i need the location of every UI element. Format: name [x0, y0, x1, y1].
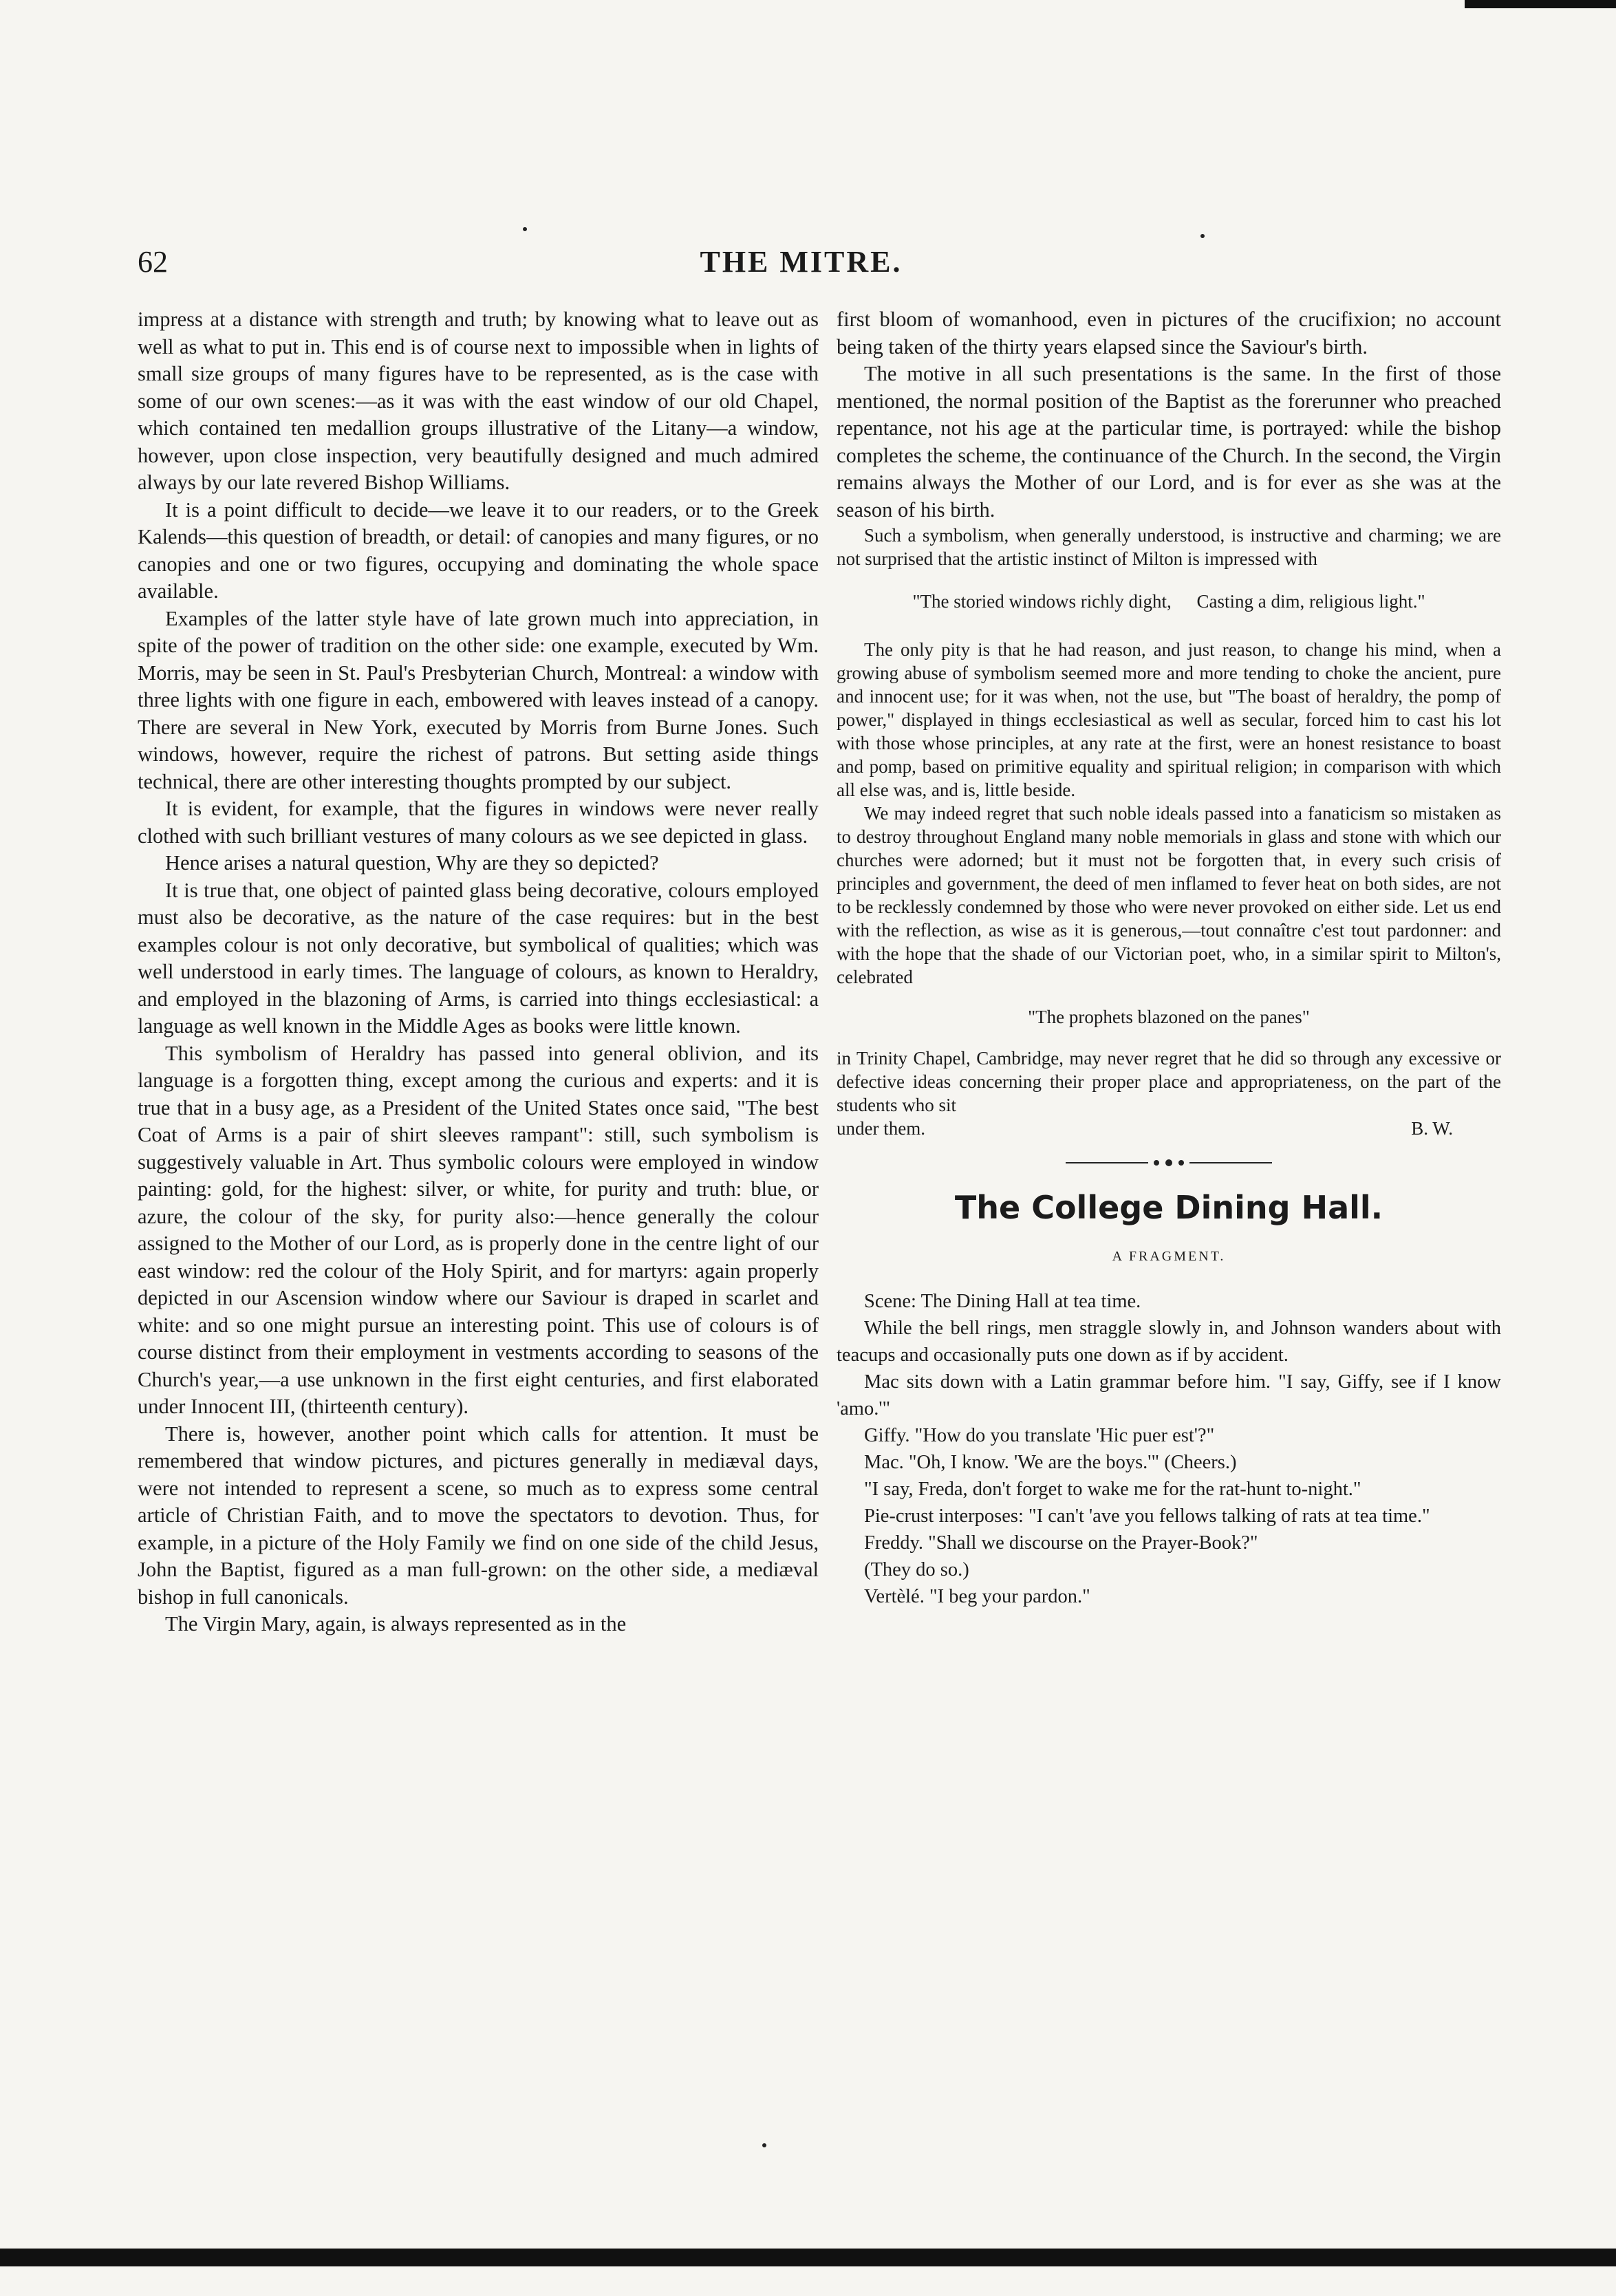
- author-signature: B. W.: [1411, 1117, 1453, 1139]
- dialogue-line: Freddy. "Shall we discourse on the Prayer-Book?": [864, 1532, 1258, 1554]
- small-print-section: [837, 524, 1501, 570]
- dialogue-line: Scene: The Dining Hall at tea time.: [864, 1291, 1141, 1312]
- small-print-section: [837, 638, 1501, 1140]
- page-header: [138, 244, 1465, 286]
- paragraph: The only pity is that he had reason, and just reason, to change his mind, when a growing abuse of symbolism seemed more and more tending to choke the ancient, pure and innocent use; for it was when, not the use, but "The boast of heraldry, the pomp of power," displayed in things ecclesiastical as well as secular, forced him to cast his lot with those whose principles, at any rate at the first, were an honest resistance to boast and pomp, based on primitive equality and spiritual religion; in comparison with which all else was, and is, little beside.: [837, 639, 1501, 800]
- paragraph: It is evident, for example, that the figures in windows were never really clothed with such brilliant vestures of many colours as we see depicted in glass.: [138, 797, 819, 848]
- verse-line: "The storied windows richly dight,: [912, 591, 1172, 612]
- right-column: [837, 306, 1501, 1610]
- paragraph: It is true that, one object of painted glass being decorative, colours employed must also be decorative, as the nature of the case requires: but in the best examples colour is not only decorative, but symbolical of qualities; which was well understood in early times. The language of colours, as known to Heraldry, and employed in the blazoning of Arms, is carried into things ecclesiastical: a language as well known in the Middle Ages as books were little known.: [138, 878, 819, 1038]
- print-speck: [1200, 234, 1205, 238]
- print-speck: [523, 227, 527, 231]
- paragraph: Such a symbolism, when generally understood, is instructive and charming; we are not surprised that the artistic instinct of Milton is impressed with: [837, 525, 1501, 569]
- paragraph: Examples of the latter style have of late grown much into appreciation, in spite of the power of tradition on the other side: one example, executed by Wm. Morris, may be seen in St. Paul's Presbyterian Church, Montreal: a window with three lights with one figure in each, embowered with leaves instead of a canopy. There are several in New York, executed by Morris from Burne Jones. Such windows, however, require the richest of patrons. But setting aside things technical, there are other interesting thoughts prompted by our subject.: [138, 606, 819, 793]
- dialogue-line: Pie-crust interposes: "I can't 'ave you fellows talking of rats at tea time.": [864, 1505, 1430, 1527]
- milton-verse: [837, 590, 1501, 613]
- paragraph: This symbolism of Heraldry has passed into general oblivion, and its language is a forgotten thing, except among the curious and experts: and it is true that in a busy age, as a President of the United States once said, "The best Coat of Arms is a pair of shirt sleeves rampant": still, such symbolism is suggestively valuable in Art. Thus symbolic colours were employed in window painting: gold, for the highest: silver, or white, for purity and truth: blue, or azure, the colour of the sky, for purity also:—hence generally the colour assigned to the Mother of our Lord, as is properly done in the centre light of our east window: red the colour of the Holy Spirit, and for martyrs: again properly depicted in our Ascension window where our Saviour is draped in scarlet and white: and so one might pursue an interesting point. This use of colours is of course distinct from their employment in vestments according to seasons of the Church's year,—a use unknown in the first eight centuries, and first elaborated under Innocent III, (thirteenth century).: [138, 1041, 819, 1418]
- print-speck: [762, 2143, 766, 2147]
- paragraph: The Virgin Mary, again, is always represented as in the: [165, 1612, 627, 1635]
- paragraph: We may indeed regret that such noble ideals passed into a fanaticism so mistaken as to destroy throughout England many noble memorials in glass and stone with which our churches were adorned; but it must not be forgotten that, in every such crisis of principles and government, the deed of men inflamed to fever heat on both sides, are not to be recklessly condemned by those who were never provoked on either side. Let us end with the reflection, as wise as it is generous,—tout connaître c'est tout pardonner: and with the hope that the shade of our Victorian poet, who, in a similar spirit to Milton's, celebrated: [837, 803, 1501, 987]
- paragraph: Hence arises a natural question, Why are they so depicted?: [165, 851, 659, 875]
- top-edge-rule: [1465, 0, 1616, 8]
- dialogue-line: "I say, Freda, don't forget to wake me for the rat-hunt to-night.": [864, 1479, 1361, 1500]
- dialogue-line: (They do so.): [864, 1559, 969, 1580]
- paragraph: first bloom of womanhood, even in pictures of the crucifixion; no account being taken of the thirty years elapsed since the Saviour's birth.: [837, 308, 1501, 358]
- paragraph: The motive in all such presentations is the same. In the first of those mentioned, the normal position of the Baptist as the forerunner who preached repentance, not his age at the particular time, is portrayed: while the bishop completes the scheme, the continuance of the Church. In the second, the Virgin remains always the Mother of our Lord, and is for ever as she was at the season of his birth.: [837, 362, 1501, 522]
- dialogue-line: Mac. "Oh, I know. 'We are the boys.'" (Cheers.): [864, 1452, 1237, 1473]
- running-title: THE MITRE.: [700, 245, 903, 279]
- article-title: The College Dining Hall.: [954, 1188, 1383, 1226]
- signature-row: [837, 1117, 1501, 1140]
- dialogue-line: Mac sits down with a Latin grammar before him. "I say, Giffy, see if I know 'amo.'": [837, 1371, 1501, 1419]
- dialogue-line: Vertèlé. "I beg your pardon.": [864, 1586, 1090, 1607]
- page-number: 62: [138, 245, 168, 279]
- article-subtitle: A FRAGMENT.: [1112, 1248, 1226, 1264]
- quote-line: "The prophets blazoned on the panes": [1028, 1007, 1310, 1027]
- bottom-edge-rule: [0, 2249, 1616, 2266]
- closing-last-line: under them.: [837, 1117, 925, 1139]
- paragraph: impress at a distance with strength and truth; by knowing what to leave out as well as what to put in. This end is of course next to impossible when in lights of small size groups of many figures have to be represented, as is the case with some of our own scenes:—as it was with the east window of our old Chapel, which contained ten medallion groups illustrative of the Litany—a window, however, upon close inspection, very beautifully designed and much admired always by our late revered Bishop Williams.: [138, 308, 819, 494]
- paragraph: in Trinity Chapel, Cambridge, may never regret that he did so through any excessive or defective ideas concerning their proper place and appropriateness, on the part of the students who sit: [837, 1047, 1501, 1115]
- paragraph: It is a point difficult to decide—we leave it to our readers, or to the Greek Kalends—this question of breadth, or detail: of canopies and many figures, or no canopies and one or two figures, occupying and dominating the whole space available.: [138, 497, 819, 603]
- ornament-divider-icon: [1066, 1158, 1272, 1168]
- verse-line: Casting a dim, religious light.": [1196, 591, 1425, 612]
- dialogue-line: While the bell rings, men straggle slowly in, and Johnson wanders about with teacups and occasionally puts one down as if by accident.: [837, 1318, 1501, 1366]
- paragraph: There is, however, another point which calls for attention. It must be remembered that window pictures, and pictures generally in mediæval days, were not intended to represent a scene, so much as to express some central article of Christian Faith, and to move the spectators to devotion. Thus, for example, in a picture of the Holy Family we find on one side of the child Jesus, John the Baptist, figured as a man full-grown: on the other side, a mediæval bishop in full canonicals.: [138, 1421, 819, 1609]
- dialogue-section: [837, 1288, 1501, 1610]
- left-column: [138, 306, 819, 1638]
- dialogue-line: Giffy. "How do you translate 'Hic puer est'?": [864, 1425, 1215, 1446]
